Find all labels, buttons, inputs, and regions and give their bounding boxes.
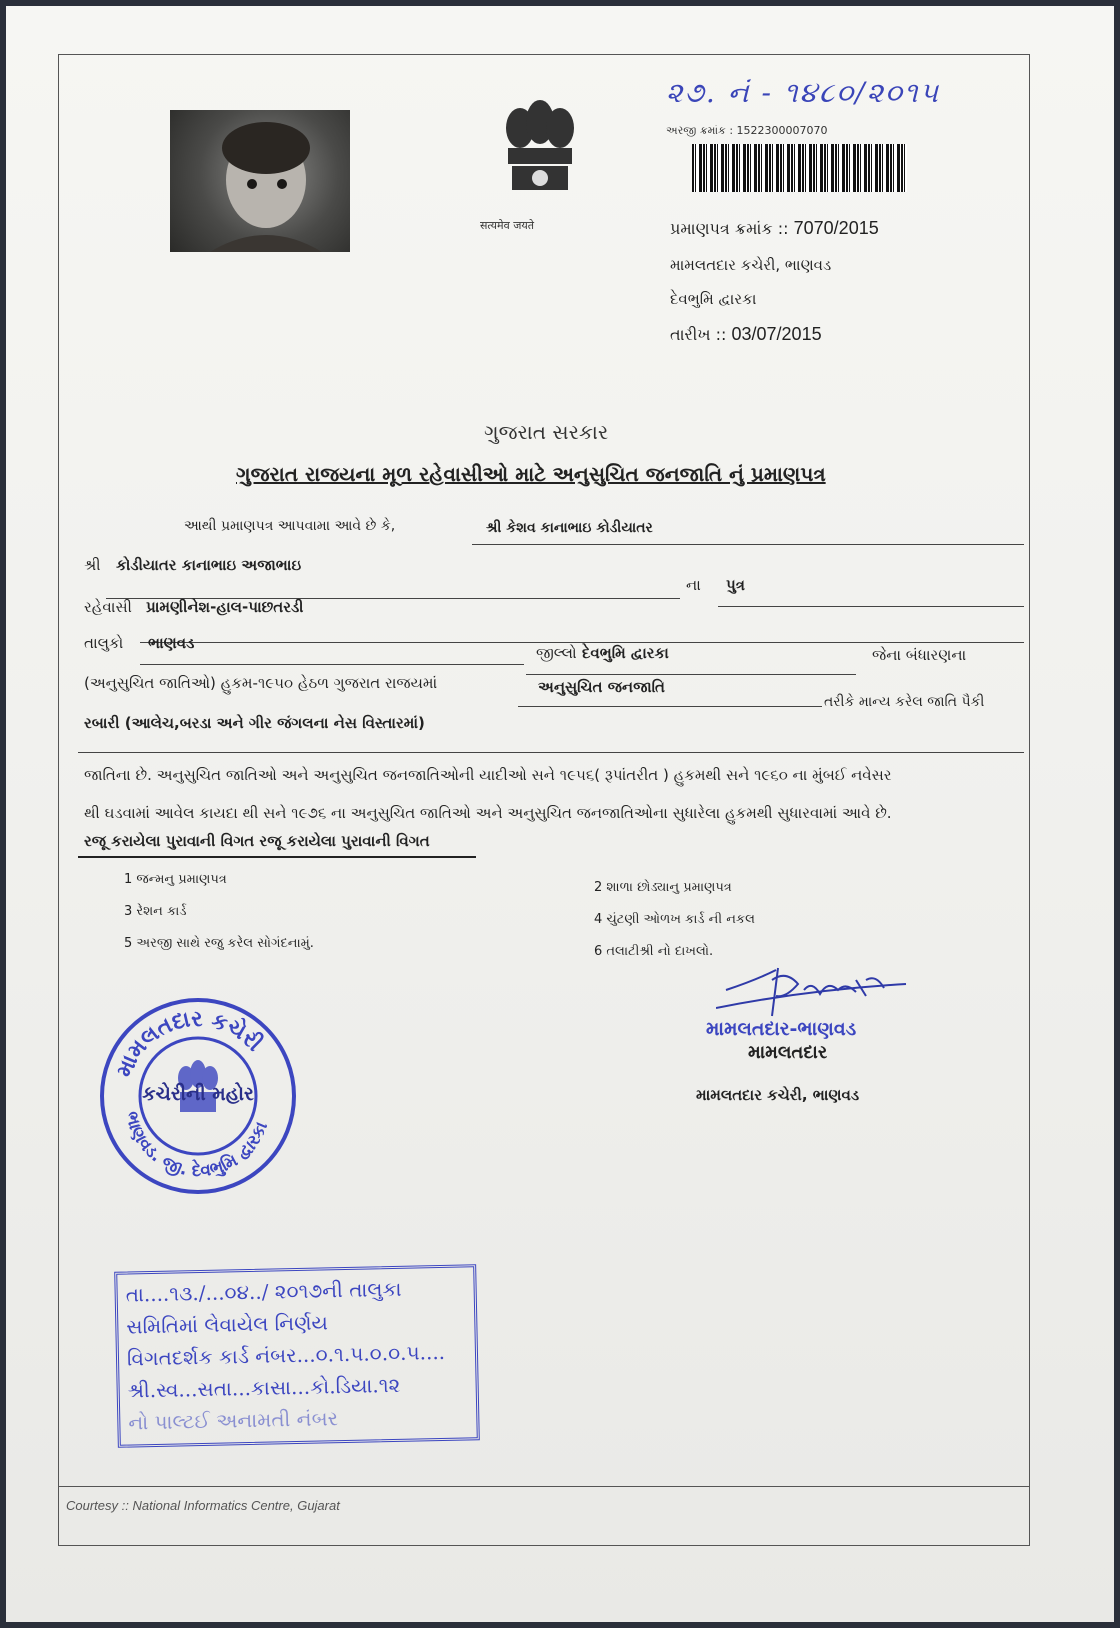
stamp-line: શ્રી.સ્વ...સતા...કાસા...કો.ડિયા.૧૨ [127,1372,401,1403]
line4-label: તાલુકો [84,634,124,652]
footer-divider [58,1486,1030,1487]
district-label: જીલ્લો [536,644,577,662]
relation-underline [718,606,1024,607]
stamp-line: વિગતદર્શક કાર્ડ નંબર...૦.૧.૫.૦.૦.૫.... [126,1339,446,1371]
evidence-item: 1 જન્મનુ પ્રમાણપત્ર [124,872,227,887]
paragraph-line2: થી ઘડવામાં આવેલ કાયદા થી સને ૧૯૭૬ ના અનુસુચિત જાતિઓ અને અનુસુચિત જનજાતિઓના સુધારેલા હુકમથી સુધારવામાં આવે છે. [84,804,892,822]
issuing-office: મામલતદાર કચેરી, ભાણવડ [670,256,832,274]
category: અનુસુચિત જનજાતિ [538,678,665,696]
emblem-motto: सत्यमेव जयते [480,219,535,232]
application-number: અરજી ક્રમાંક : 1522300007070 [666,124,828,137]
line5-label: (અનુસુચિત જાતિઓ) હુકમ-૧૯૫૦ હેઠળ ગુજરાત રાજયમાં [84,674,438,692]
seal-bottom-text: ભાણવડ. જી. દેવભુમિ દ્વારકા [121,1109,273,1182]
issue-date-label: તારીખ :: [670,325,727,344]
seal-outer-text: મામલતદાર કચેરી [111,1006,267,1081]
handwritten-reference: ૨૭. નં - ૧૪૮૦/૨૦૧૫ [666,76,940,109]
relation: પુત્ર [726,576,745,594]
cert-no-value: 7070/2015 [793,218,879,238]
line5-tail: તરીકે માન્ય કરેલ જાતિ પૈકી [824,694,985,710]
courtesy-note: Courtesy :: National Informatics Centre, Gujarat [66,1498,340,1513]
line6-underline [78,752,1024,753]
stamp-line: નો પાલ્ટઈ અનામતી નંબર [128,1406,339,1435]
evidence-item: 6 તલાટીશ્રી નો દાખલો. [594,944,714,959]
govt-heading: ગુજરાત સરકાર [484,420,609,444]
evidence-item: 3 રેશન કાર્ડ [124,904,187,919]
district-underline [526,674,856,675]
category-underline [518,706,822,707]
photo-silhouette [170,110,350,252]
caste: રબારી (આલેચ,બરડા અને ગીર જંગલના નેસ વિસ્તારમાં) [84,714,425,732]
holder-name: શ્રી કેશવ કાનાભાઇ કોડીયાતર [486,520,653,536]
father-name: કોડીયાતર કાનાભાઇ અજાભાઇ [116,556,302,574]
cert-no-label: પ્રમાણપત્ર ક્રમાંક :: [670,219,789,238]
stamp-line: તા....૧૩./...૦૪../ ૨૦૧૭ની તાલુકા [125,1276,402,1307]
national-emblem-icon [490,92,590,212]
seal-center-text: કચેરીની મહોર [142,1083,254,1105]
signature-stamp-line: મામલતદાર-ભાણવડ [706,1018,857,1040]
issuing-district: દેવભુમિ દ્વારકા [670,290,757,308]
evidence-item: 4 ચુંટણી ઓળખ કાર્ડ ની નકલ [594,912,755,927]
line1-underline [472,544,1024,545]
certificate-title: ગુજરાત રાજયના મૂળ રહેવાસીઓ માટે અનુસુચિત જનજાતિ નું પ્રમાણપત્ર [236,462,826,486]
evidence-item: 5 અરજી સાથે રજુ કરેલ સોગંદનામું. [124,936,314,951]
paragraph-line1: જાતિના છે. અનુસુચિત જાતિઓ અને અનુસુચિત જનજાતિઓની યાદીઓ સને ૧૯૫૬( રૂપાંતરીત ) હુકમથી સને ૧૯૬૦ ના મુંબઈ નવેસર [84,766,892,784]
evidence-heading-underline [78,856,476,858]
barcode-icon [692,144,907,192]
line2-label: શ્રી [84,556,101,574]
issue-date-value: 03/07/2015 [731,324,822,344]
district: દેવભુમિ દ્વારકા [582,644,669,662]
evidence-item: 2 શાળા છોડ્યાનુ પ્રમાણપત્ર [594,880,732,895]
residence: પ્રામણીનેશ-હાલ-પાછતરડી [146,598,304,616]
evidence-heading: રજૂ કરાયેલા પુરાવાની વિગત રજૂ કરાયેલા પુરાવાની વિગત [84,832,430,850]
signatory-office: મામલતદાર કચેરી, ભાણવડ [696,1086,860,1104]
line2-na: ના [686,576,701,594]
line3-label: રહેવાસી [84,598,132,616]
cert-no-row [670,218,879,239]
taluka-underline [140,664,524,665]
line3-underline [140,642,1024,643]
line4-tail: જેના બંધારણના [872,646,967,664]
stamp-line: સમિતિમાં લેવાયેલ નિર્ણય [126,1310,329,1339]
issue-date-row [670,324,822,345]
office-seal [98,996,298,1196]
line1-label: આથી પ્રમાણપત્ર આપવામા આવે છે કે, [184,518,396,534]
taluka: ભાણવડ [148,634,195,652]
applicant-photo [170,110,350,252]
certificate-sheet [6,6,1114,1622]
committee-stamp [114,1264,480,1448]
signatory-title: મામલતદાર [748,1042,828,1063]
